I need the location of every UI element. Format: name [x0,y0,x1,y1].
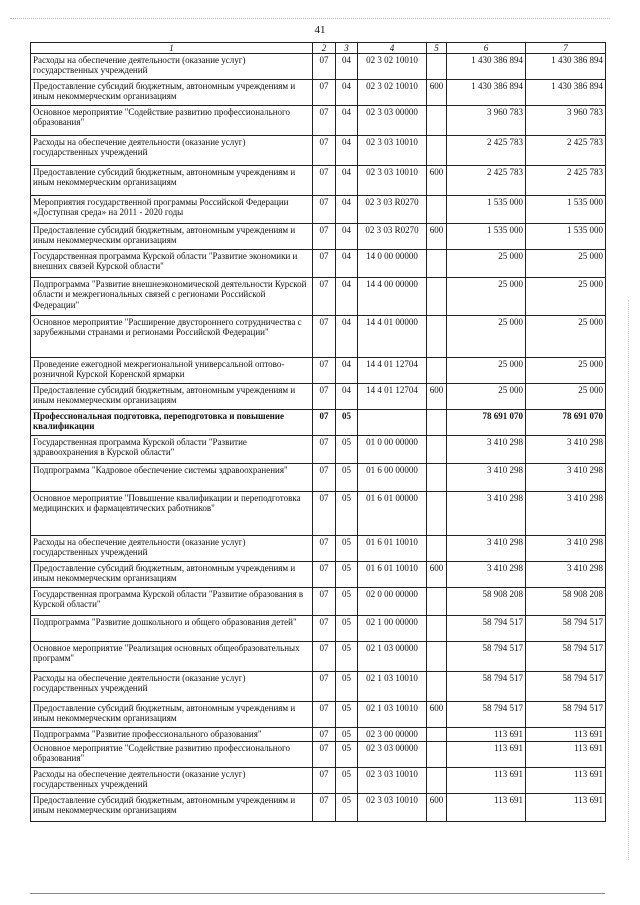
row-name: Расходы на обеспечение деятельности (оказание услуг) государственных учреждений [31,768,313,794]
row-section: 07 [313,642,336,672]
row-amount-1: 2 425 783 [447,136,526,166]
row-section: 07 [313,562,336,588]
row-amount-2: 78 691 070 [526,410,606,436]
table-row [31,410,606,436]
row-subsection: 05 [336,464,358,492]
row-target-code: 14 0 00 00000 [358,250,427,278]
row-amount-2: 25 000 [526,358,606,384]
row-target-code: 14 4 01 12704 [358,384,427,410]
row-amount-2: 58 794 517 [526,616,606,642]
row-section: 07 [313,80,336,106]
row-expense-type [427,672,447,702]
row-name: Государственная программа Курской области "Развитие здравоохранения в Курской области" [31,436,313,464]
col-header-4: 4 [358,43,427,54]
table-row [31,278,606,316]
row-name: Предоставление субсидий бюджетным, автономным учреждениям и иным некоммерческим организациям [31,224,313,250]
row-expense-type: 600 [427,562,447,588]
table-row [31,224,606,250]
row-expense-type [427,278,447,316]
row-subsection: 05 [336,410,358,436]
row-amount-2: 25 000 [526,250,606,278]
row-expense-type: 600 [427,794,447,822]
col-header-7: 7 [526,43,606,54]
row-expense-type [427,436,447,464]
row-name: Расходы на обеспечение деятельности (оказание услуг) государственных учреждений [31,136,313,166]
row-target-code: 01 6 01 00000 [358,492,427,536]
scan-top-artifact [10,18,610,21]
row-target-code: 02 3 02 10010 [358,80,427,106]
row-amount-1: 25 000 [447,358,526,384]
row-amount-2: 3 410 298 [526,536,606,562]
row-amount-2: 3 410 298 [526,562,606,588]
row-subsection: 04 [336,196,358,224]
row-amount-2: 58 794 517 [526,702,606,728]
row-section: 07 [313,702,336,728]
row-expense-type [427,492,447,536]
row-amount-1: 58 794 517 [447,616,526,642]
row-target-code: 02 3 03 R0270 [358,196,427,224]
row-subsection: 05 [336,672,358,702]
row-amount-2: 3 410 298 [526,492,606,536]
table-row [31,384,606,410]
row-section: 07 [313,536,336,562]
row-amount-1: 3 410 298 [447,464,526,492]
row-subsection: 04 [336,316,358,358]
row-expense-type [427,196,447,224]
row-subsection: 04 [336,136,358,166]
row-target-code: 14 4 01 12704 [358,358,427,384]
table-row [31,166,606,196]
row-amount-2: 25 000 [526,278,606,316]
row-amount-1: 113 691 [447,728,526,742]
row-amount-2: 2 425 783 [526,166,606,196]
table-row [31,464,606,492]
row-target-code: 02 1 03 00000 [358,642,427,672]
row-amount-2: 58 908 208 [526,588,606,616]
row-target-code: 01 0 00 00000 [358,436,427,464]
row-target-code: 02 3 03 10010 [358,794,427,822]
col-header-1: 1 [31,43,313,54]
col-header-5: 5 [427,43,447,54]
row-name: Расходы на обеспечение деятельности (оказание услуг) государственных учреждений [31,672,313,702]
table-row [31,768,606,794]
row-target-code: 14 4 00 00000 [358,278,427,316]
table-row [31,588,606,616]
row-expense-type [427,358,447,384]
table-row [31,358,606,384]
row-target-code: 02 1 03 10010 [358,672,427,702]
table-row [31,436,606,464]
row-target-code: 02 3 03 00000 [358,106,427,136]
row-amount-1: 3 410 298 [447,436,526,464]
row-name: Основное мероприятие "Содействие развитию профессионального образования" [31,742,313,768]
row-target-code: 01 6 00 00000 [358,464,427,492]
row-expense-type: 600 [427,702,447,728]
row-target-code: 02 0 00 00000 [358,588,427,616]
row-section: 07 [313,224,336,250]
scan-bottom-edge [30,893,605,894]
row-section: 07 [313,616,336,642]
row-expense-type [427,616,447,642]
col-header-6: 6 [447,43,526,54]
row-expense-type [427,742,447,768]
row-section: 07 [313,492,336,536]
row-expense-type [427,728,447,742]
row-target-code: 01 6 01 10010 [358,562,427,588]
row-name: Подпрограмма "Развитие внешнеэкономической деятельности Курской области и межрегиональных связей с регионами Российской Федерации" [31,278,313,316]
row-expense-type: 600 [427,224,447,250]
header-row [31,43,606,54]
row-amount-1: 58 794 517 [447,672,526,702]
row-subsection: 04 [336,80,358,106]
row-amount-2: 113 691 [526,742,606,768]
row-amount-1: 25 000 [447,384,526,410]
row-name: Профессиональная подготовка, переподготовка и повышение квалификации [31,410,313,436]
row-expense-type [427,410,447,436]
row-subsection: 05 [336,492,358,536]
row-subsection: 05 [336,616,358,642]
row-name: Предоставление субсидий бюджетным, автономным учреждениям и иным некоммерческим организациям [31,794,313,822]
row-target-code: 14 4 01 00000 [358,316,427,358]
table-row [31,196,606,224]
row-amount-1: 58 794 517 [447,642,526,672]
row-name: Мероприятия государственной программы Российской Федерации «Доступная среда» на 2011 - 2020 годы [31,196,313,224]
row-target-code: 02 3 03 10010 [358,136,427,166]
row-amount-1: 1 430 386 894 [447,80,526,106]
row-amount-2: 113 691 [526,768,606,794]
row-amount-2: 2 425 783 [526,136,606,166]
row-amount-1: 113 691 [447,742,526,768]
scan-side-artifact [628,300,630,860]
row-expense-type [427,106,447,136]
row-subsection: 05 [336,742,358,768]
row-name: Подпрограмма "Развитие дошкольного и общего образования детей" [31,616,313,642]
table-row [31,616,606,642]
row-expense-type [427,54,447,80]
row-amount-2: 25 000 [526,384,606,410]
row-name: Государственная программа Курской области "Развитие экономики и внешних связей Курской области" [31,250,313,278]
row-subsection: 04 [336,278,358,316]
row-expense-type: 600 [427,80,447,106]
row-section: 07 [313,464,336,492]
table-row [31,562,606,588]
row-name: Государственная программа Курской области "Развитие образования в Курской области" [31,588,313,616]
row-subsection: 04 [336,384,358,410]
row-amount-2: 113 691 [526,794,606,822]
row-target-code: 02 3 02 10010 [358,54,427,80]
row-amount-2: 1 430 386 894 [526,54,606,80]
table-row [31,80,606,106]
row-name: Предоставление субсидий бюджетным, автономным учреждениям и иным некоммерческим организациям [31,80,313,106]
table-row [31,492,606,536]
row-subsection: 04 [336,106,358,136]
row-amount-2: 3 410 298 [526,464,606,492]
row-section: 07 [313,358,336,384]
budget-table [30,42,606,822]
row-amount-2: 3 410 298 [526,436,606,464]
row-amount-1: 3 410 298 [447,562,526,588]
row-amount-2: 3 960 783 [526,106,606,136]
row-expense-type [427,588,447,616]
row-section: 07 [313,54,336,80]
row-target-code: 01 6 01 10010 [358,536,427,562]
table-row [31,250,606,278]
row-expense-type: 600 [427,384,447,410]
row-amount-1: 3 960 783 [447,106,526,136]
row-subsection: 05 [336,536,358,562]
table-row [31,54,606,80]
row-name: Основное мероприятие "Расширение двустороннего сотрудничества с зарубежными странами и регионами Российской Федерации" [31,316,313,358]
row-name: Предоставление субсидий бюджетным, автономным учреждениям и иным некоммерческим организациям [31,702,313,728]
table-row [31,702,606,728]
row-subsection: 05 [336,768,358,794]
row-section: 07 [313,410,336,436]
row-subsection: 04 [336,54,358,80]
row-target-code [358,410,427,436]
table-row [31,672,606,702]
row-amount-1: 78 691 070 [447,410,526,436]
row-amount-2: 1 535 000 [526,196,606,224]
row-section: 07 [313,768,336,794]
row-subsection: 04 [336,358,358,384]
row-name: Подпрограмма "Развитие профессионального образования" [31,728,313,742]
row-amount-1: 58 908 208 [447,588,526,616]
table-row [31,136,606,166]
row-amount-1: 113 691 [447,768,526,794]
row-target-code: 02 1 03 10010 [358,702,427,728]
row-target-code: 02 3 03 00000 [358,742,427,768]
row-target-code: 02 3 03 R0270 [358,224,427,250]
row-section: 07 [313,316,336,358]
row-section: 07 [313,250,336,278]
row-expense-type [427,768,447,794]
row-name: Расходы на обеспечение деятельности (оказание услуг) государственных учреждений [31,54,313,80]
row-subsection: 05 [336,794,358,822]
row-section: 07 [313,728,336,742]
row-name: Проведение ежегодной межрегиональной универсальной оптово-розничной Курской Коренской ярмарки [31,358,313,384]
table-row [31,316,606,358]
row-section: 07 [313,106,336,136]
row-name: Расходы на обеспечение деятельности (оказание услуг) государственных учреждений [31,536,313,562]
row-expense-type [427,136,447,166]
row-target-code: 02 3 00 00000 [358,728,427,742]
row-amount-1: 2 425 783 [447,166,526,196]
row-name: Подпрограмма "Кадровое обеспечение системы здравоохранения" [31,464,313,492]
row-name: Основное мероприятие "Содействие развитию профессионального образования" [31,106,313,136]
row-expense-type: 600 [427,166,447,196]
row-name: Предоставление субсидий бюджетным, автономным учреждениям и иным некоммерческим организациям [31,384,313,410]
table-row [31,106,606,136]
row-expense-type [427,536,447,562]
row-subsection: 05 [336,642,358,672]
row-amount-1: 1 535 000 [447,196,526,224]
row-subsection: 04 [336,166,358,196]
table-row [31,728,606,742]
row-subsection: 05 [336,728,358,742]
table-body [31,54,606,822]
row-section: 07 [313,166,336,196]
page-number: 41 [314,24,326,36]
row-amount-2: 1 535 000 [526,224,606,250]
row-section: 07 [313,436,336,464]
row-amount-2: 58 794 517 [526,672,606,702]
row-amount-2: 113 691 [526,728,606,742]
col-header-3: 3 [336,43,358,54]
row-amount-1: 1 535 000 [447,224,526,250]
table-row [31,742,606,768]
row-name: Основное мероприятие "Повышение квалификации и переподготовка медицинских и фармацевтических работников" [31,492,313,536]
row-amount-1: 58 794 517 [447,702,526,728]
table-row [31,536,606,562]
row-target-code: 02 3 03 10010 [358,166,427,196]
col-header-2: 2 [313,43,336,54]
row-section: 07 [313,794,336,822]
row-section: 07 [313,278,336,316]
row-expense-type [427,464,447,492]
row-expense-type [427,316,447,358]
row-section: 07 [313,588,336,616]
row-subsection: 05 [336,562,358,588]
row-section: 07 [313,672,336,702]
table-row [31,794,606,822]
row-amount-2: 25 000 [526,316,606,358]
row-subsection: 05 [336,702,358,728]
row-amount-1: 3 410 298 [447,536,526,562]
row-section: 07 [313,136,336,166]
row-amount-1: 25 000 [447,250,526,278]
row-subsection: 04 [336,224,358,250]
row-amount-1: 25 000 [447,278,526,316]
row-amount-1: 25 000 [447,316,526,358]
row-target-code: 02 1 00 00000 [358,616,427,642]
row-name: Основное мероприятие "Реализация основных общеобразовательных программ" [31,642,313,672]
row-amount-2: 1 430 386 894 [526,80,606,106]
row-amount-1: 3 410 298 [447,492,526,536]
row-section: 07 [313,384,336,410]
row-amount-1: 113 691 [447,794,526,822]
row-target-code: 02 3 03 10010 [358,768,427,794]
row-subsection: 05 [336,588,358,616]
row-section: 07 [313,196,336,224]
row-name: Предоставление субсидий бюджетным, автономным учреждениям и иным некоммерческим организациям [31,166,313,196]
table-row [31,642,606,672]
row-expense-type [427,642,447,672]
row-section: 07 [313,742,336,768]
row-amount-2: 58 794 517 [526,642,606,672]
row-name: Предоставление субсидий бюджетным, автономным учреждениям и иным некоммерческим организациям [31,562,313,588]
row-subsection: 04 [336,250,358,278]
row-expense-type [427,250,447,278]
row-subsection: 05 [336,436,358,464]
row-amount-1: 1 430 386 894 [447,54,526,80]
